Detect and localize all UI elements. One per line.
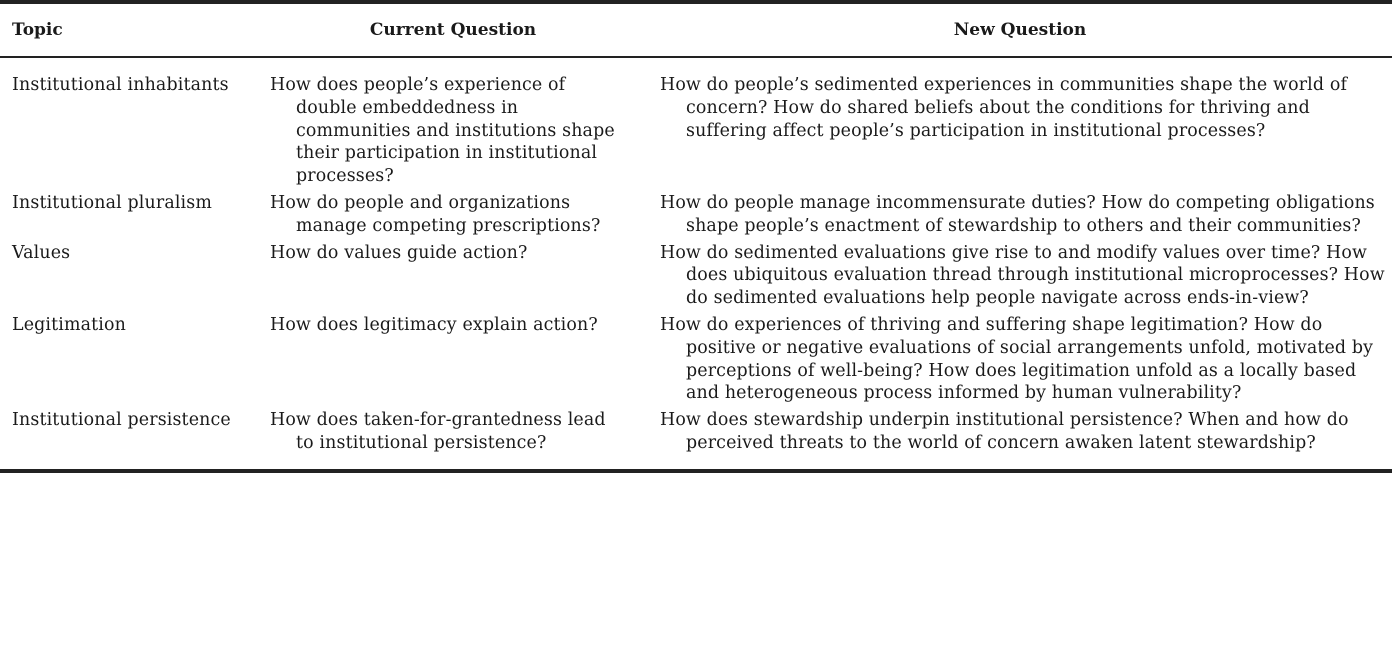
table-row [0,240,1392,312]
topic-text: Institutional pluralism [12,192,212,213]
new-question-text: How do sedimented evaluations give rise to and modify values over time? How does ubiquitous evaluation thread through institutional microprocesses? How do sedimented evaluations help people navigate across ends-in-view? [660,242,1385,309]
topic-text: Institutional persistence [12,410,231,431]
current-question-text: How does taken-for-grantedness lead to institutional persistence? [270,410,606,453]
table-row [0,407,1392,471]
header-row [0,2,1392,57]
new-question-text: How does stewardship underpin institutional persistence? When and how do perceived threats to the world of concern awaken latent stewardship? [660,410,1349,453]
new-question-cell [648,57,1392,190]
table-row [0,190,1392,240]
column-header-current-question: Current Question [369,20,537,40]
topic-cell [0,190,258,240]
table-header [0,2,1392,57]
current-question-text: How does people’s experience of double embeddedness in communities and institutions shape their participation in institutional processes? [270,75,615,187]
topic-cell [0,407,258,471]
table-row [0,312,1392,407]
topic-cell [0,240,258,312]
new-question-text: How do experiences of thriving and suffering shape legitimation? How do positive or negative evaluations of social arrangements unfold, motivated by perceptions of well-being? How does legitimation unfold as a locally based and heterogeneous process informed by human vulnerability? [660,314,1374,404]
topic-text: Legitimation [12,314,126,335]
column-header-new-question: New Question [953,20,1087,40]
topic-cell [0,57,258,190]
current-question-cell [258,312,648,407]
new-question-text: How do people manage incommensurate duties? How do competing obligations shape people’s enactment of stewardship to others and their communities? [660,192,1375,236]
current-question-cell [258,407,648,471]
new-question-cell [648,240,1392,312]
current-question-cell [258,190,648,240]
topic-cell [0,312,258,407]
current-question-text: How do people and organizations manage competing prescriptions? [270,192,601,236]
topic-text: Institutional inhabitants [12,75,229,95]
table-body [0,57,1392,471]
table-row [0,57,1392,190]
new-question-cell [648,190,1392,240]
new-question-cell [648,407,1392,471]
new-question-cell [648,312,1392,407]
column-header-topic: Topic [12,20,63,40]
new-question-text: How do people’s sedimented experiences in communities shape the world of concern? How do shared beliefs about the conditions for thriving and suffering affect people’s participation in institutional processes? [660,75,1348,141]
topic-text: Values [12,242,71,263]
current-question-cell [258,57,648,190]
current-question-text: How do values guide action? [270,242,528,263]
current-question-cell [258,240,648,312]
current-question-text: How does legitimacy explain action? [270,314,598,335]
